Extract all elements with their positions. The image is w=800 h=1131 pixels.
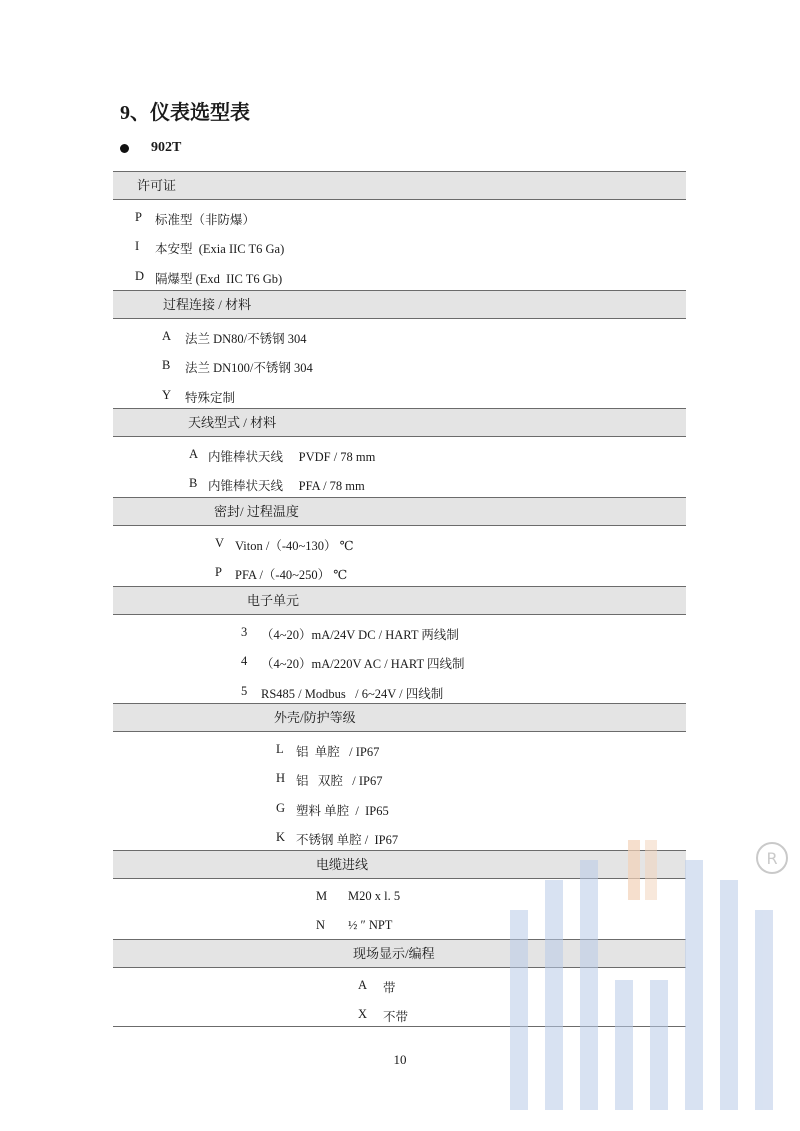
option-code: V xyxy=(215,536,225,550)
option-text: 不带 xyxy=(383,1010,409,1025)
page-number: 10 xyxy=(393,1052,407,1067)
section-header xyxy=(113,703,686,732)
option-code: B xyxy=(189,476,198,491)
option-text: 标准型（非防爆） xyxy=(155,213,256,227)
option-text: M20 x l. 5 xyxy=(348,889,401,903)
watermark-logo xyxy=(500,840,790,1120)
option-text: （4~20）mA/220V AC / HART 四线制 xyxy=(261,657,465,672)
option-code: K xyxy=(276,829,286,844)
option-text: 不锈钢 单腔 / IP67 xyxy=(296,832,399,847)
svg-text:R: R xyxy=(766,849,778,868)
section-header xyxy=(113,290,686,319)
section-label: 天线型式 / 材料 xyxy=(188,415,277,430)
option-text: 特殊定制 xyxy=(185,390,236,405)
option-code: A xyxy=(162,329,172,343)
section-header xyxy=(113,497,686,526)
option-text: 铝 双腔 / IP67 xyxy=(296,774,383,789)
option-text: 塑料 单腔 / IP65 xyxy=(296,803,389,818)
section-header xyxy=(113,171,686,200)
option-code: P xyxy=(135,210,142,224)
section-label: 电缆进线 xyxy=(316,857,369,872)
option-code: A xyxy=(189,447,199,461)
option-code: P xyxy=(215,565,222,580)
model-heading xyxy=(120,140,181,156)
option-text: Viton /（-40~130） ℃ xyxy=(235,539,354,553)
section-label: 许可证 xyxy=(137,178,177,193)
option-text: RS485 / Modbus / 6~24V / 四线制 xyxy=(261,686,444,701)
option-text: 法兰 DN100/不锈钢 304 xyxy=(185,361,313,376)
option-code: 3 xyxy=(241,625,248,639)
option-code: B xyxy=(162,358,171,373)
option-text: 法兰 DN80/不锈钢 304 xyxy=(185,332,307,346)
page-title: 9、仪表选型表 xyxy=(120,102,250,124)
option-code: M xyxy=(316,889,328,903)
registered-trademark-icon xyxy=(757,843,787,873)
option-text: （4~20）mA/24V DC / HART 两线制 xyxy=(261,628,459,642)
option-text: 本安型 (Exia IIC T6 Ga) xyxy=(155,242,285,257)
option-text: 带 xyxy=(383,981,396,995)
option-text: ½ ″ NPT xyxy=(348,918,393,933)
option-code: G xyxy=(276,800,286,815)
section-label: 密封/ 过程温度 xyxy=(214,504,299,519)
section-header xyxy=(113,586,686,615)
option-text: 隔爆型 (Exd IIC T6 Gb) xyxy=(155,271,283,286)
option-code: L xyxy=(276,742,284,756)
option-code: A xyxy=(358,978,368,992)
option-text: 内锥棒状天线 PFA / 78 mm xyxy=(208,479,365,494)
section-label: 电子单元 xyxy=(247,593,300,608)
option-code: X xyxy=(358,1007,368,1022)
option-text: 内锥棒状天线 PVDF / 78 mm xyxy=(208,450,376,464)
section-label: 现场显示/编程 xyxy=(353,946,435,961)
option-code: N xyxy=(316,918,326,933)
option-text: 铝 单腔 / IP67 xyxy=(296,745,380,759)
section-label: 过程连接 / 材料 xyxy=(163,297,252,312)
option-code: H xyxy=(276,771,286,786)
section-label: 外壳/防护等级 xyxy=(274,710,356,725)
bullet-icon xyxy=(120,144,129,153)
option-code: D xyxy=(135,268,145,283)
option-code: I xyxy=(135,239,140,254)
model-name: 902T xyxy=(151,140,182,155)
section-header xyxy=(113,408,686,437)
option-code: Y xyxy=(162,387,172,402)
option-text: PFA /（-40~250） ℃ xyxy=(235,568,348,583)
option-code: 4 xyxy=(241,654,248,669)
option-code: 5 xyxy=(241,683,248,698)
